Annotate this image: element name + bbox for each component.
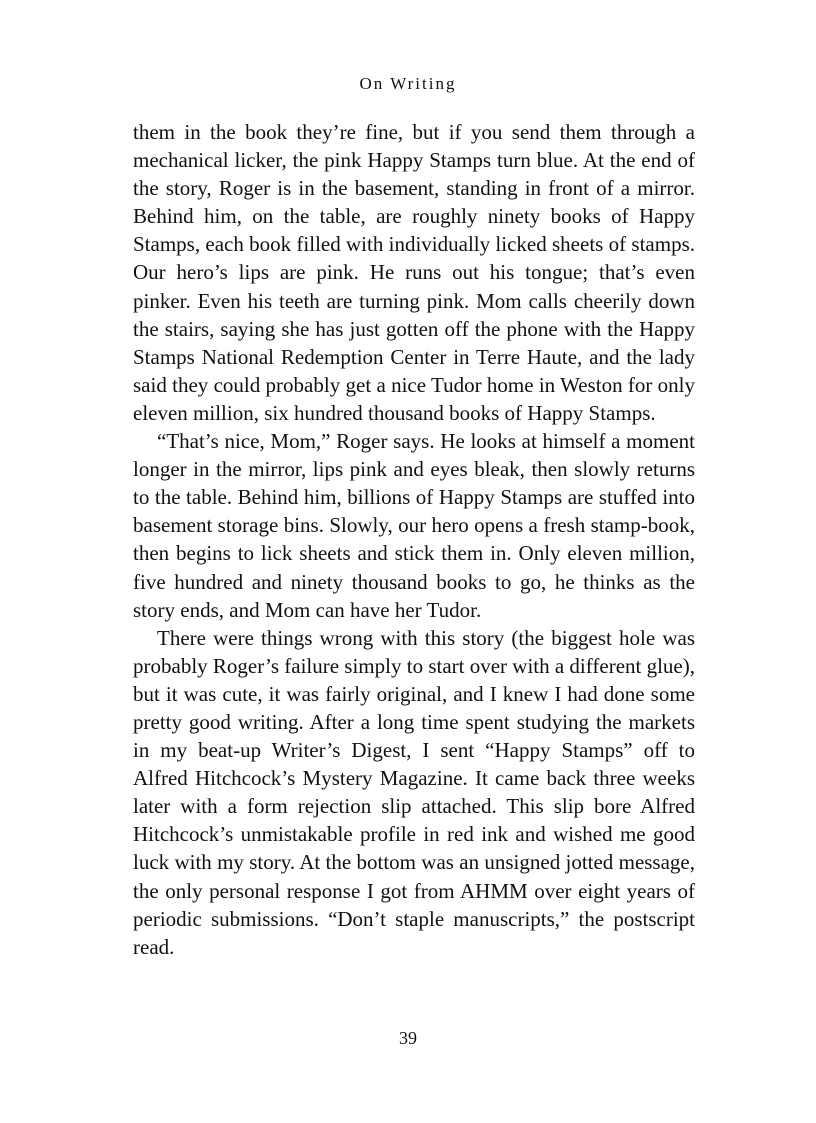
body-text (133, 118, 695, 961)
paragraph-continuation: them in the book they’re fine, but if you send them through a mechanical licker, the pink Happy Stamps turn blue. At the end of the story, Roger is in the basement, standing in front of a mirror. Behind him, on the table, are roughly ninety books of Happy Stamps, each book filled with individually licked sheets of stamps. Our hero’s lips are pink. He runs out his tongue; that’s even pinker. Even his teeth are turning pink. Mom calls cheerily down the stairs, saying she has just gotten off the phone with the Happy Stamps National Redemption Center in Terre Haute, and the lady said they could probably get a nice Tudor home in Weston for only eleven million, six hundred thousand books of Happy Stamps. (133, 120, 695, 425)
running-head-title: On Writing (359, 74, 457, 93)
paragraph: There were things wrong with this story (the biggest hole was probably Roger’s failure simply to start over with a different glue), but it was cute, it was fairly original, and I knew I had done some pretty good writing. After a long time spent studying the markets in my beat-up Writer’s Digest, I sent “Happy Stamps” off to Alfred Hitchcock’s Mystery Magazine. It came back three weeks later with a form rejection slip attached. This slip bore Alfred Hitchcock’s unmistakable profile in red ink and wished me good luck with my story. At the bottom was an unsigned jotted message, the only personal response I got from AHMM over eight years of periodic submissions. “Don’t staple manuscripts,” the postscript read. (133, 625, 695, 959)
page-number: 39 (399, 1028, 417, 1048)
paragraph: “That’s nice, Mom,” Roger says. He looks at himself a moment longer in the mirror, lips pink and eyes bleak, then slowly returns to the table. Behind him, billions of Happy Stamps are stuffed into basement storage bins. Slowly, our hero opens a fresh stamp-book, then begins to lick sheets and stick them in. Only eleven million, five hundred and ninety thousand books to go, he thinks as the story ends, and Mom can have her Tudor. (133, 429, 695, 622)
